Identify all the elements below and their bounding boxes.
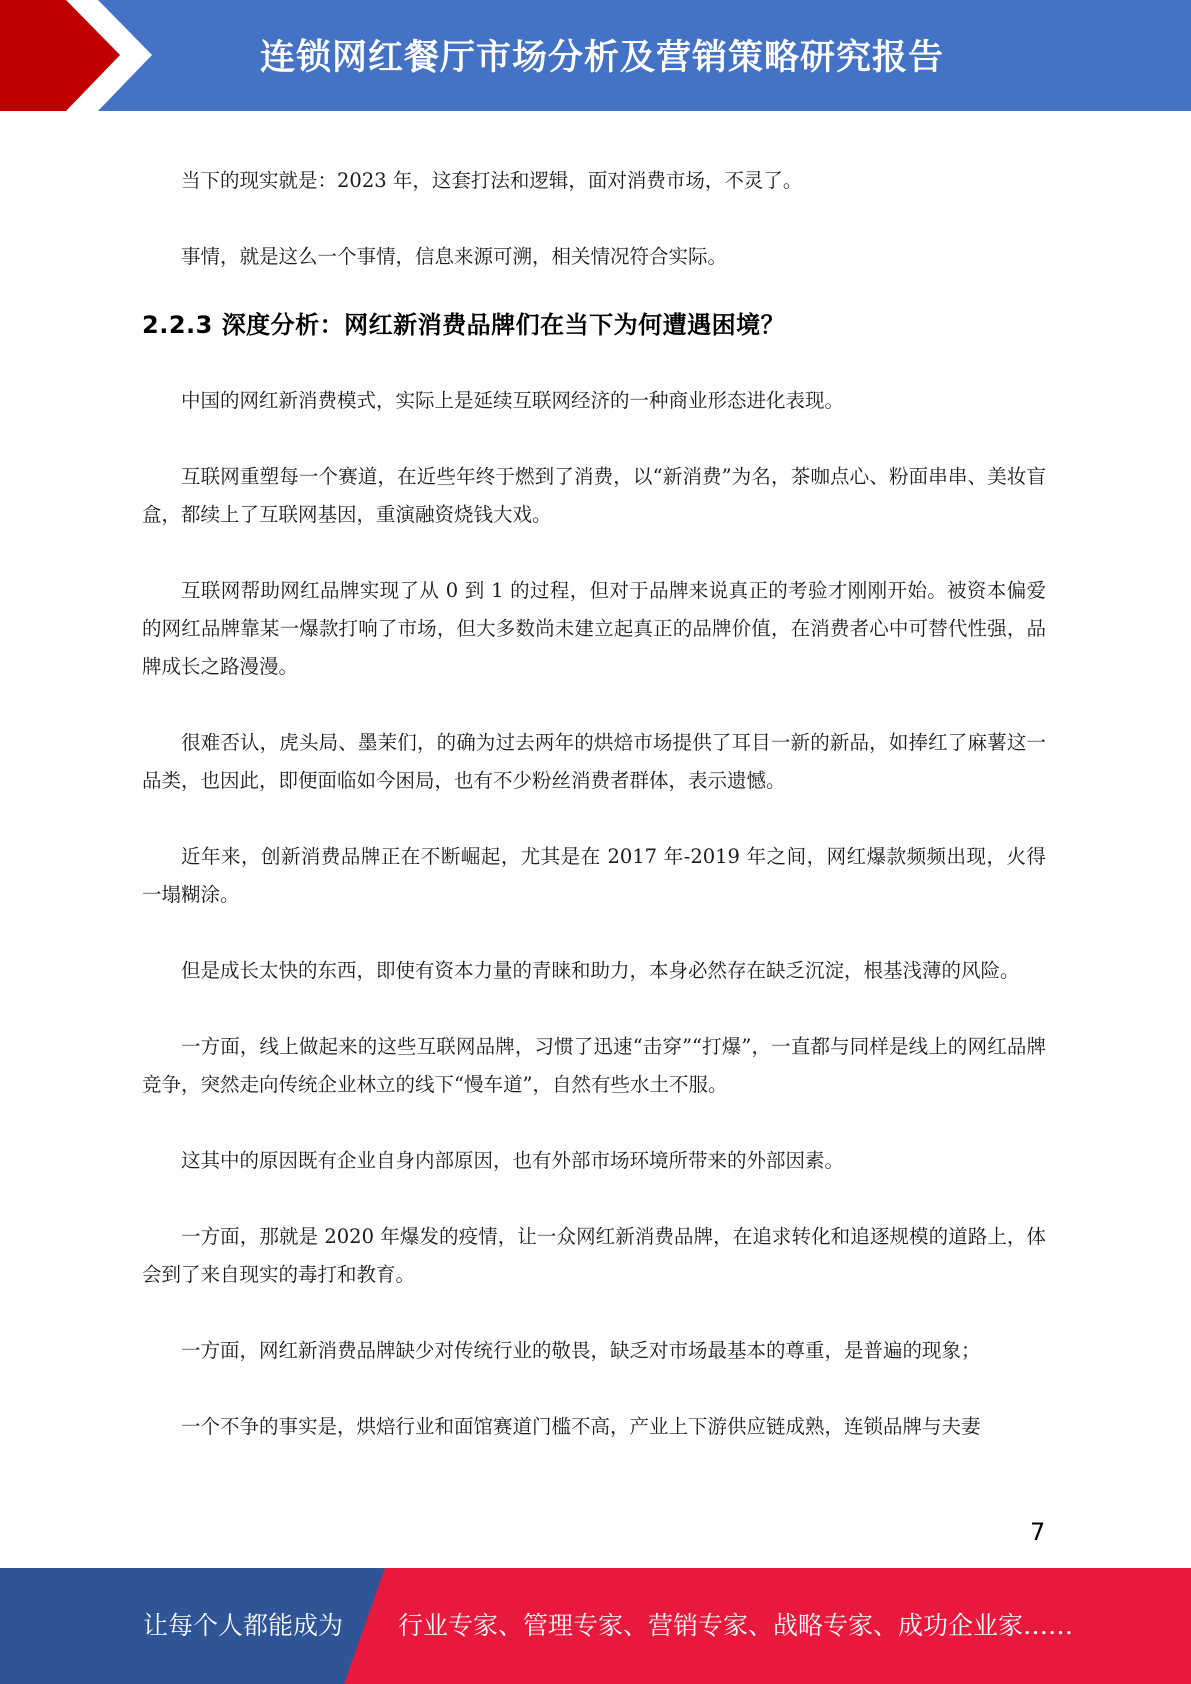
paragraph: 一个不争的事实是，烘焙行业和面馆赛道门槛不高，产业上下游供应链成熟，连锁品牌与夫妻 [181, 1415, 981, 1438]
paragraph: 这其中的原因既有企业自身内部原因，也有外部市场环境所带来的外部因素。 [181, 1149, 845, 1172]
paragraph: 中国的网红新消费模式，实际上是延续互联网经济的一种商业形态进化表现。 [181, 389, 845, 412]
section-heading: 2.2.3 深度分析：网红新消费品牌们在当下为何遭遇困境？ [142, 311, 786, 339]
footer-slogan-left: 让每个人都能成为 [143, 1611, 344, 1640]
paragraph: 一方面，那就是 2020 年爆发的疫情，让一众网红新消费品牌，在追求转化和追逐规模的道路上，体会到了来自现实的毒打和教育。 [142, 1225, 1046, 1286]
paragraph: 事情，就是这么一个事情，信息来源可溯，相关情况符合实际。 [181, 245, 728, 268]
header-banner [0, 0, 1191, 111]
paragraph: 当下的现实就是：2023 年，这套打法和逻辑，面对消费市场，不灵了。 [181, 169, 803, 192]
paragraph: 互联网帮助网红品牌实现了从 0 到 1 的过程，但对于品牌来说真正的考验才刚刚开始。被资本偏爱的网红品牌靠某一爆款打响了市场，但大多数尚未建立起真正的品牌价值，在消费者心中可替代性强，品牌成长之路漫漫。 [142, 579, 1046, 678]
document-body [142, 162, 1046, 1446]
paragraph: 很难否认，虎头局、墨茉们，的确为过去两年的烘焙市场提供了耳目一新的新品，如捧红了麻薯这一品类，也因此，即便面临如今困局，也有不少粉丝消费者群体，表示遗憾。 [142, 731, 1046, 792]
paragraph: 一方面，网红新消费品牌缺少对传统行业的敬畏，缺乏对市场最基本的尊重，是普遍的现象； [181, 1339, 981, 1362]
report-title: 连锁网红餐厅市场分析及营销策略研究报告 [260, 38, 945, 78]
paragraph: 近年来，创新消费品牌正在不断崛起，尤其是在 2017 年-2019 年之间，网红爆款频频出现，火得一塌糊涂。 [142, 845, 1046, 906]
paragraph: 一方面，线上做起来的这些互联网品牌，习惯了迅速“击穿”“打爆”，一直都与同样是线上的网红品牌竞争，突然走向传统企业林立的线下“慢车道”，自然有些水土不服。 [142, 1035, 1046, 1096]
paragraph: 互联网重塑每一个赛道，在近些年终于燃到了消费，以“新消费”为名，茶咖点心、粉面串串、美妆盲盒，都续上了互联网基因，重演融资烧钱大戏。 [142, 465, 1046, 526]
footer-banner [0, 1568, 1191, 1684]
footer-slogan-right: 行业专家、管理专家、营销专家、战略专家、成功企业家…… [398, 1611, 1074, 1640]
paragraph: 但是成长太快的东西，即使有资本力量的青睐和助力，本身必然存在缺乏沉淀，根基浅薄的风险。 [181, 959, 1020, 982]
page-number: 7 [1030, 1518, 1046, 1546]
